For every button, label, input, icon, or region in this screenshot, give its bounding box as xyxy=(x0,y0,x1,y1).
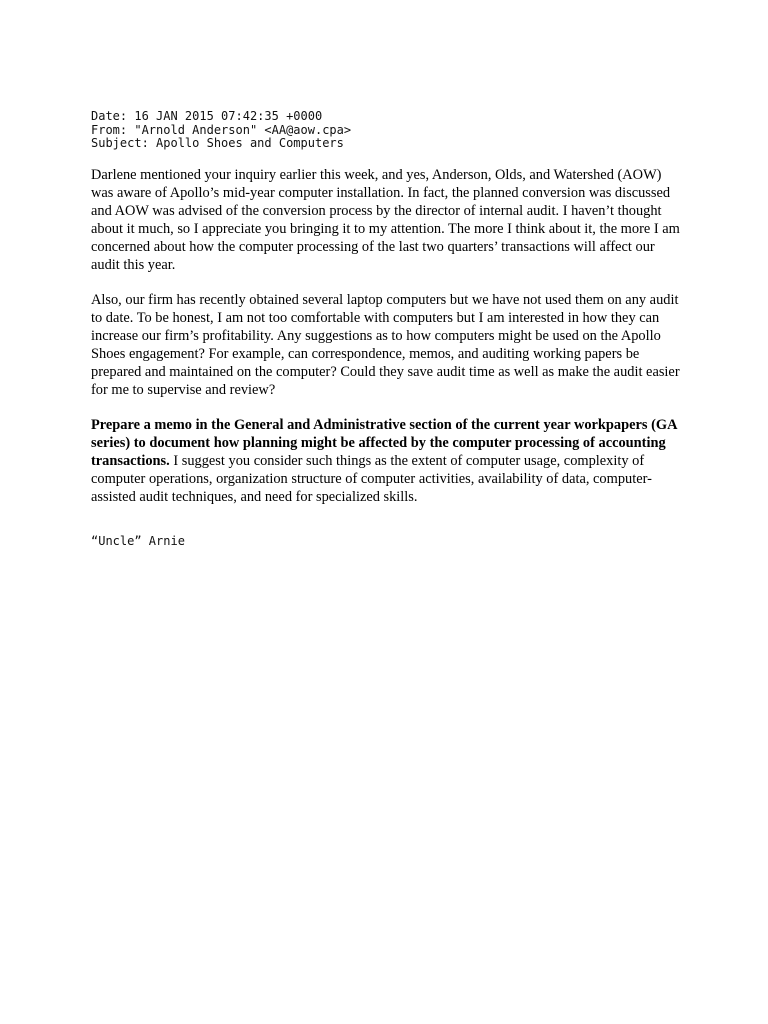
assignment-instruction: Prepare a memo in the General and Administrative section of the current year workpapers (GA series) to document how planning might be affected by the computer processing of accounting transactions. xyxy=(91,417,677,469)
body-paragraph-2: Also, our firm has recently obtained several laptop computers but we have not used them on any audit to date. To be honest, I am not too comfortable with computers but I am interested in how they can increase our firm’s profitability. Any suggestions as to how computers might be used on the Apollo Shoes engagement? For example, can correspondence, memos, and auditing working papers be prepared and maintained on the computer? Could they save audit time as well as make the audit easier for me to supervise and review? xyxy=(91,292,680,398)
body-paragraph-1: Darlene mentioned your inquiry earlier this week, and yes, Anderson, Olds, and Watershed (AOW) was aware of Apollo’s mid-year computer installation. In fact, the planned conversion was discussed and AOW was advised of the conversion process by the director of internal audit. I haven’t thought about it much, so I appreciate you bringing it to my attention. The more I think about it, the more I am concerned about how the computer processing of the last two quarters’ transactions will affect our audit this year. xyxy=(91,167,680,273)
assignment-suggestions: I suggest you consider such things as the extent of computer usage, complexity of computer operations, organization structure of computer activities, availability of data, computer-assisted audit techniques, and need for specialized skills. xyxy=(91,452,652,505)
email-header xyxy=(91,110,691,151)
body-paragraph-3 xyxy=(91,417,683,507)
email-date: Date: 16 JAN 2015 07:42:35 +0000 xyxy=(91,109,323,123)
email-signature: “Uncle” Arnie xyxy=(91,534,185,548)
email-subject: Subject: Apollo Shoes and Computers xyxy=(91,136,344,150)
email-from: From: "Arnold Anderson" <AA@aow.cpa> xyxy=(91,122,352,137)
